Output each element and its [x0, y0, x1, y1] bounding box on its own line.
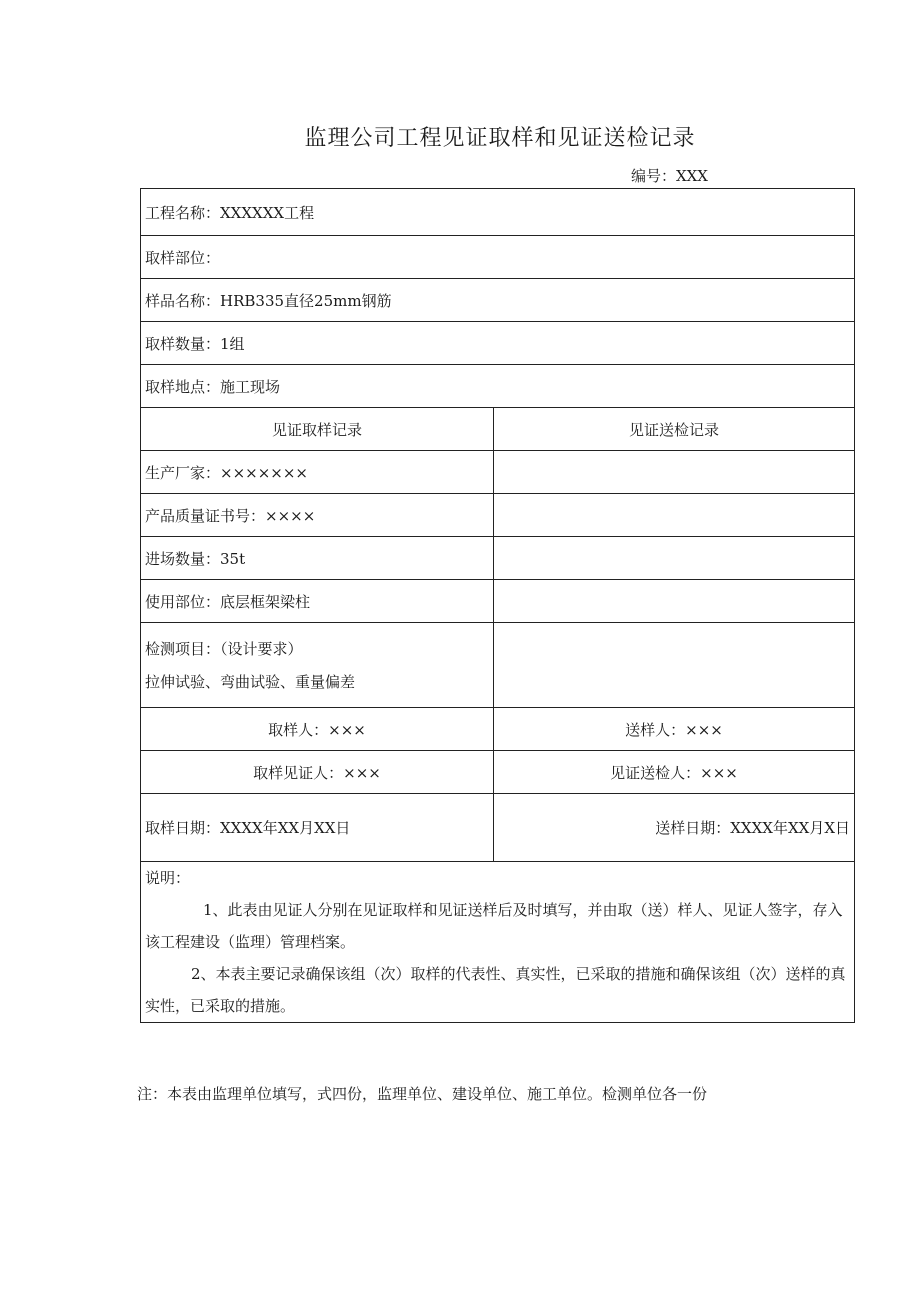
sample-name-cell: 样品名称：HRB335直径25mm钢筋	[141, 279, 855, 322]
column-header-row	[141, 408, 855, 451]
test-items-line2: 拉伸试验、弯曲试验、重量偏差	[145, 673, 356, 691]
project-name-cell: 工程名称：XXXXXX工程	[141, 189, 855, 236]
date-row	[141, 794, 855, 862]
witness-delivery-header: 见证送检记录	[494, 408, 855, 451]
sample-quantity-cell: 取样数量：1组	[141, 322, 855, 365]
quality-certificate-row	[141, 494, 855, 537]
manufacturer-cell: 生产厂家：×××××××	[141, 451, 494, 494]
entry-quantity-cell: 进场数量：35t	[141, 537, 494, 580]
sample-name-row	[141, 279, 855, 322]
sampling-date-cell: 取样日期：XXXX年XX月XX日	[141, 794, 494, 862]
entry-quantity-delivery-cell	[494, 537, 855, 580]
document-number: 编号：XXX	[630, 167, 708, 185]
witness-row	[141, 751, 855, 794]
sender-cell: 送样人：×××	[494, 708, 855, 751]
notes-cell	[141, 862, 855, 1023]
sample-quantity-row	[141, 322, 855, 365]
entry-quantity-row	[141, 537, 855, 580]
footnote: 注：本表由监理单位填写，式四份，监理单位、建设单位、施工单位。检测单位各一份	[137, 1085, 708, 1103]
document-title: 监理公司工程见证取样和见证送检记录	[304, 126, 696, 151]
usage-location-row	[141, 580, 855, 623]
notes-item-1: 1、此表由见证人分别在见证取样和见证送样后及时填写，并由取（送）样人、见证人签字，存入该工程建设（监理）管理档案。	[145, 901, 843, 951]
delivery-witness-cell: 见证送检人：×××	[494, 751, 855, 794]
sampler-cell: 取样人：×××	[141, 708, 494, 751]
quality-certificate-delivery-cell	[494, 494, 855, 537]
project-name-row	[141, 189, 855, 236]
test-items-delivery-cell	[494, 623, 855, 708]
quality-certificate-cell: 产品质量证书号：××××	[141, 494, 494, 537]
usage-location-delivery-cell	[494, 580, 855, 623]
sampling-site-cell: 取样地点：施工现场	[141, 365, 855, 408]
sampler-row	[141, 708, 855, 751]
witness-sampling-header: 见证取样记录	[141, 408, 494, 451]
test-items-cell	[141, 623, 494, 708]
record-form-table	[140, 188, 855, 1023]
sampling-part-cell: 取样部位：	[141, 236, 855, 279]
delivery-date-cell: 送样日期：XXXX年XX月X日	[494, 794, 855, 862]
notes-heading: 说明：	[145, 869, 191, 887]
sampling-witness-cell: 取样见证人：×××	[141, 751, 494, 794]
notes-row	[141, 862, 855, 1023]
test-items-line1: 检测项目：（设计要求）	[145, 640, 303, 658]
test-items-row	[141, 623, 855, 708]
sampling-part-row	[141, 236, 855, 279]
usage-location-cell: 使用部位：底层框架梁柱	[141, 580, 494, 623]
sampling-site-row	[141, 365, 855, 408]
notes-item-2: 2、本表主要记录确保该组（次）取样的代表性、真实性，已采取的措施和确保该组（次）送样的真实性，已采取的措施。	[145, 965, 846, 1015]
manufacturer-delivery-cell	[494, 451, 855, 494]
manufacturer-row	[141, 451, 855, 494]
